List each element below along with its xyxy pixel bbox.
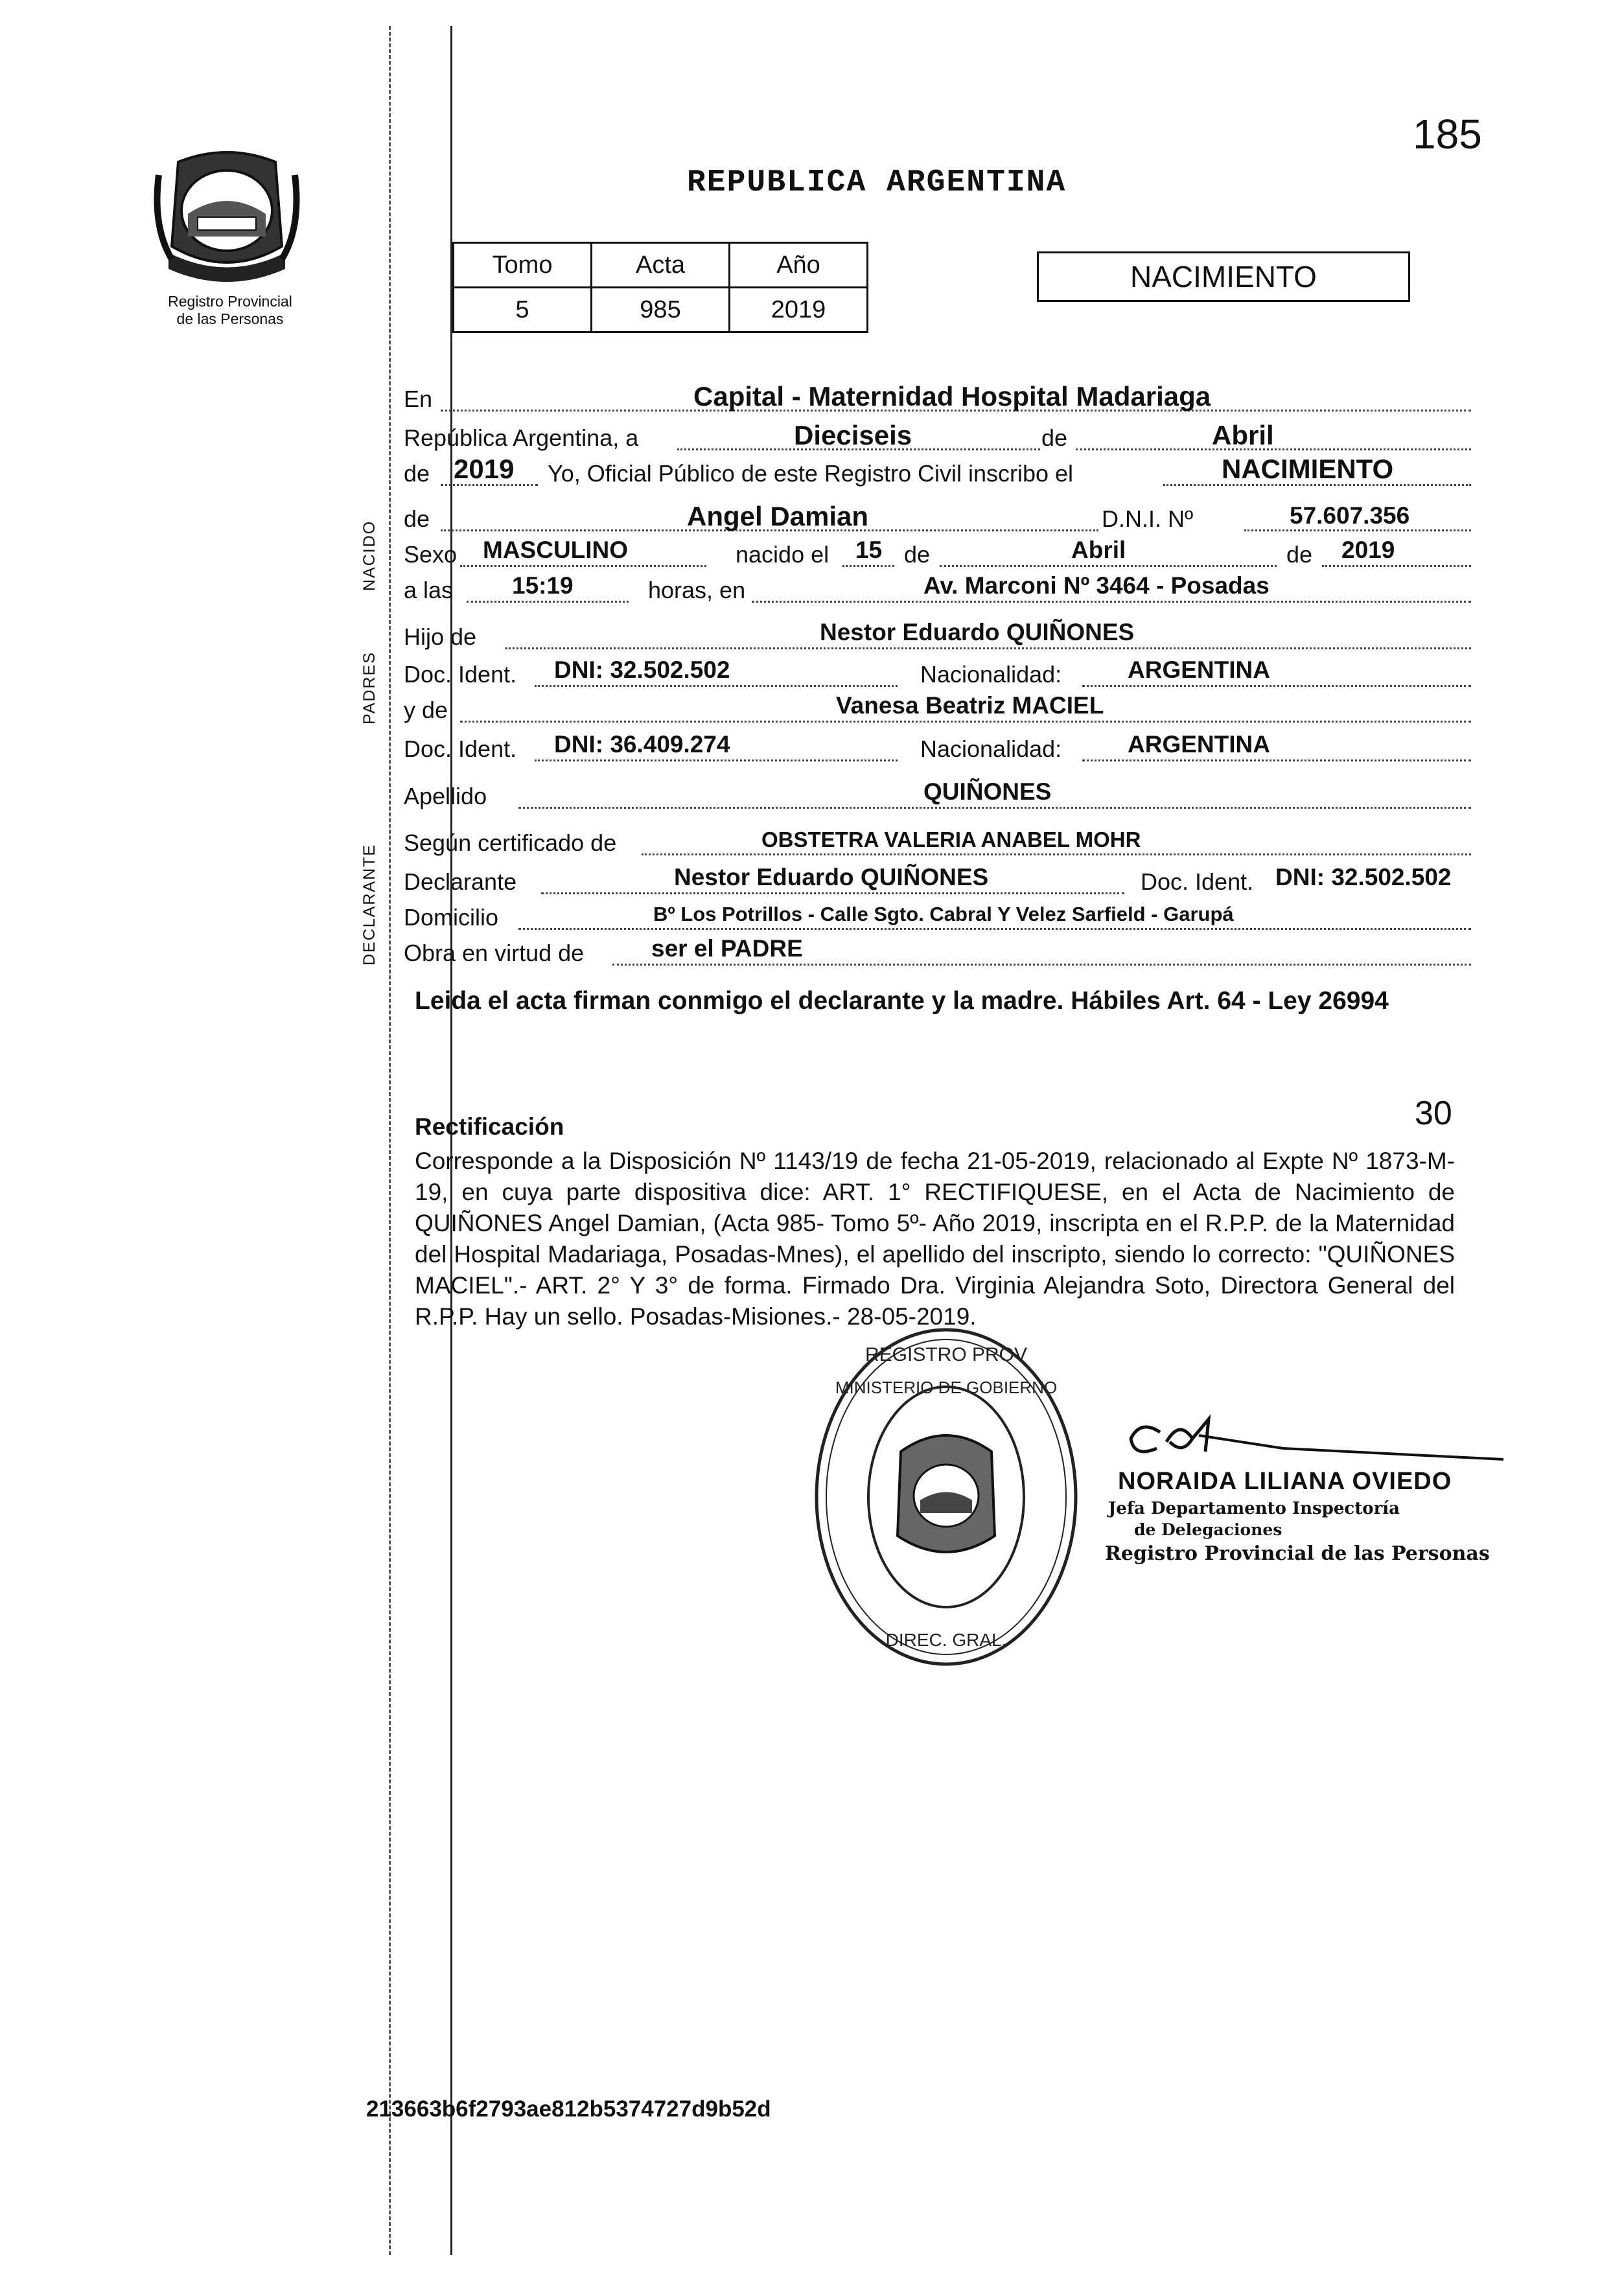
signatory-registry: Registro Provincial de las Personas <box>1105 1542 1490 1565</box>
value-nac-anio: 2019 <box>1341 537 1395 563</box>
rectificacion-body: Corresponde a la Disposición Nº 1143/19 de fecha 21-05-2019, relacionado al Expte Nº 1873-M-19, en cuya parte dispositiva dice: ART. 1° RECTIFIQUESE, en el Acta de Nacimiento de QUIÑONES Angel Damian, (Acta 985- Tomo 5º- Año 2019, inscripta en el R.P.P. de la Maternidad del Hospital Madariaga, Posadas-Mnes), el apellido del inscripto, siendo lo correcto: "QUIÑONES MACIEL".- ART. 2° Y 3° de forma. Firmado Dra. Virginia Alejandra Soto, Directora General del R.P.P. Hay un sello. Posadas-Misiones.- 28-05-2019. <box>415 1148 1455 1330</box>
dots-madre-nac <box>1082 759 1471 761</box>
value-nombre: Angel Damian <box>687 501 869 531</box>
dots-declarante <box>541 892 1124 894</box>
value-anio: 2019 <box>730 288 868 332</box>
value-mes: Abril <box>1212 420 1274 450</box>
value-anio-reg: 2019 <box>454 454 515 484</box>
value-dni: 57.607.356 <box>1290 502 1410 529</box>
label-doc-madre: Doc. Ident. <box>404 736 517 762</box>
signatory-name: NORAIDA LILIANA OVIEDO <box>1118 1468 1452 1495</box>
value-nac-dia: 15 <box>855 537 883 563</box>
margin-line-left <box>389 26 391 2255</box>
margin-line-right <box>450 26 452 2255</box>
label-nac-padre: Nacionalidad: <box>920 661 1062 688</box>
closing-text: Leida el acta firman conmigo el declarante y la madre. Hábiles Art. 64 - Ley 26994 <box>415 987 1389 1015</box>
label-y-de: y de <box>404 697 448 723</box>
label-de-mes: de <box>1041 424 1068 451</box>
label-de-nac-anio: de <box>1286 541 1313 568</box>
value-tipo: NACIMIENTO <box>1222 454 1394 484</box>
value-apellido: QUIÑONES <box>923 778 1052 805</box>
value-madre: Vanesa Beatriz MACIEL <box>836 692 1104 719</box>
label-de-anio: de <box>404 460 430 487</box>
dots-madre-dni <box>535 759 898 761</box>
dots-domicilio <box>518 928 1471 930</box>
value-dia: Dieciseis <box>794 420 912 450</box>
signature-scribble <box>1095 1413 1510 1465</box>
registry-caption <box>143 293 318 328</box>
value-lugar: Av. Marconi Nº 3464 - Posadas <box>923 572 1270 599</box>
label-doc-declarante: Doc. Ident. <box>1141 868 1254 895</box>
record-table <box>452 242 868 333</box>
value-padre-dni: DNI: 32.502.502 <box>554 656 730 683</box>
svg-text:DIREC. GRAL.: DIREC. GRAL. <box>885 1630 1007 1650</box>
registry-caption-line2: de las Personas <box>176 310 284 327</box>
document-title: REPUBLICA ARGENTINA <box>687 165 1067 200</box>
dots-padre-dni <box>535 685 898 687</box>
value-certificado: OBSTETRA VALERIA ANABEL MOHR <box>761 828 1141 852</box>
dots-obra <box>612 964 1471 966</box>
svg-text:MINISTERIO DE GOBIERNO: MINISTERIO DE GOBIERNO <box>835 1378 1058 1397</box>
value-declarante: Nestor Eduardo QUIÑONES <box>674 864 989 890</box>
province-seal-logo <box>152 149 301 285</box>
document-hash: 213663b6f2793ae812b5374727d9b52d <box>366 2096 771 2122</box>
label-nac-madre: Nacionalidad: <box>920 736 1062 762</box>
header-tomo: Tomo <box>454 243 592 288</box>
dots-nac-dia <box>842 565 894 567</box>
record-type-box: NACIMIENTO <box>1037 251 1410 302</box>
value-padre-nac: ARGENTINA <box>1128 656 1270 683</box>
label-horas-en: horas, en <box>648 577 746 603</box>
header-anio: Año <box>730 243 868 288</box>
label-domicilio: Domicilio <box>404 904 499 931</box>
registry-caption-line1: Registro Provincial <box>168 293 292 310</box>
dots-sexo <box>460 565 706 567</box>
rectificacion-title: Rectificación <box>415 1113 564 1140</box>
side-label-padres: PADRES <box>360 651 378 724</box>
svg-text:REGISTRO PROV: REGISTRO PROV <box>864 1344 1028 1365</box>
label-segun: Según certificado de <box>404 829 617 856</box>
value-madre-nac: ARGENTINA <box>1128 731 1270 758</box>
dots-lugar <box>752 601 1471 603</box>
label-obra: Obra en virtud de <box>404 940 585 966</box>
dots-madre <box>460 721 1471 723</box>
text-oficial: Yo, Oficial Público de este Registro Civil inscribo el <box>548 460 1074 487</box>
label-sexo: Sexo <box>404 541 458 568</box>
dots-padre <box>505 647 1471 649</box>
value-acta: 985 <box>592 288 730 332</box>
value-tomo: 5 <box>454 288 592 332</box>
page-number: 185 <box>1413 111 1482 157</box>
value-domicilio: Bº Los Potrillos - Calle Sgto. Cabral Y Velez Sarfield - Garupá <box>653 903 1234 925</box>
label-dni: D.N.I. Nº <box>1102 505 1194 532</box>
label-apellido: Apellido <box>404 783 487 809</box>
dots-dni <box>1244 529 1471 531</box>
label-de-nac-mes: de <box>904 541 931 568</box>
label-hijo-de: Hijo de <box>404 623 477 650</box>
dots-padre-nac <box>1082 685 1471 687</box>
value-en: Capital - Maternidad Hospital Madariaga <box>693 381 1211 412</box>
dots-nac-anio <box>1322 565 1471 567</box>
value-obra: ser el PADRE <box>651 935 803 962</box>
signatory-role: Jefa Departamento Inspectoría <box>1108 1499 1400 1518</box>
value-nac-mes: Abril <box>1071 537 1126 563</box>
side-label-nacido: NACIDO <box>360 520 378 591</box>
value-hora: 15:19 <box>512 572 574 599</box>
header-acta: Acta <box>592 243 730 288</box>
label-en: En <box>404 386 433 412</box>
label-doc-padre: Doc. Ident. <box>404 661 517 688</box>
rectificacion-number: 30 <box>1415 1095 1452 1132</box>
dots-nac-mes <box>940 565 1277 567</box>
signatory-department: de Delegaciones <box>1134 1520 1282 1539</box>
value-padre: Nestor Eduardo QUIÑONES <box>820 619 1135 645</box>
dots-apellido <box>518 807 1471 809</box>
dots-certificado <box>642 853 1471 855</box>
label-nacido-el: nacido el <box>736 541 829 568</box>
label-a-las: a las <box>404 577 454 603</box>
label-republica: República Argentina, a <box>404 424 639 451</box>
side-label-declarante: DECLARANTE <box>360 843 378 966</box>
value-madre-dni: DNI: 36.409.274 <box>554 731 730 758</box>
value-declarante-dni: DNI: 32.502.502 <box>1275 864 1452 890</box>
label-declarante: Declarante <box>404 868 517 895</box>
value-sexo: MASCULINO <box>483 537 629 563</box>
dots-hora <box>467 601 629 603</box>
official-stamp <box>810 1322 1082 1672</box>
label-de-nombre: de <box>404 505 430 532</box>
